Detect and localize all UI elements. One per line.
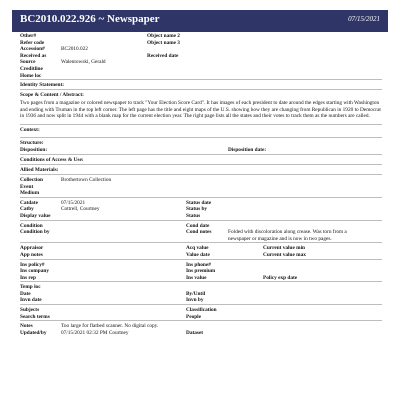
- accession-value: BC2010.022: [61, 46, 88, 53]
- home-loc-label: Home loc: [20, 72, 42, 79]
- condition-by-label: Condition by: [20, 229, 50, 236]
- divider: [20, 320, 382, 321]
- conditions-access-label: Conditions of Access & Use:: [20, 156, 84, 163]
- catby-label: Catby: [20, 206, 34, 213]
- object-name-2-label: Object name 2: [147, 33, 180, 39]
- source-label: Source: [20, 59, 36, 66]
- collection-value: Brothertown Collection: [61, 176, 112, 183]
- search-terms-label: Search terms: [20, 313, 50, 320]
- by-until-label: By/Until: [186, 290, 206, 297]
- source-value: Walentowski, Gerald: [61, 59, 106, 66]
- invn-by-label: Invn by: [186, 297, 204, 304]
- updated-by-label: Updated/by: [20, 329, 47, 336]
- divider: [20, 89, 382, 90]
- catdate-value: 07/15/2021: [61, 199, 86, 206]
- temp-loc-label: Temp loc: [20, 284, 41, 291]
- value-date-label: Value date: [186, 251, 210, 258]
- divider: [20, 79, 382, 80]
- cond-notes-value-cont: newspaper or magazine and is now in two pages.: [228, 235, 332, 242]
- scope-content-text: Two pages from a magazine or colored newspaper to track "Your Election Score Card". It has images of each president to date around the edges starting with Washington and ending with Truman in the top left corner. The left page has the title and eight maps of the U.S. showing how they are changing from Republican in 1920 to Democrat in 1936 and now split in 1944 with a blank map for the current election year. The right page lists all the states and their votes to track them as the numbers are called.: [20, 100, 381, 119]
- current-value-max-label: Current value max: [263, 251, 306, 258]
- title-bar: [12, 10, 388, 32]
- ins-rep-label: Ins rep: [20, 274, 36, 281]
- people-label: People: [186, 313, 202, 320]
- catby-value: Cottrell, Courtney: [61, 206, 100, 213]
- structure-label: Structure:: [20, 140, 44, 147]
- ins-phone-label: Ins phone#: [186, 261, 211, 268]
- record-title: BC2010.022.926 ~ Newspaper: [20, 13, 160, 25]
- divider: [20, 164, 382, 165]
- accession-label: Accession#: [20, 46, 45, 53]
- other-label: Other#: [20, 33, 37, 39]
- invn-date-label: Invn date: [20, 297, 42, 304]
- appraisor-label: Appraisor: [20, 245, 44, 252]
- policy-exp-date-label: Policy exp date: [263, 274, 298, 281]
- divider: [20, 174, 382, 175]
- scope-content-label: Scope & Content / Abstract:: [20, 92, 84, 99]
- cond-notes-value: Folded with discoloration along crease. Was torn from a: [228, 229, 347, 236]
- notes-value: Too large for flatbed scanner. No digital copy.: [61, 323, 159, 330]
- updated-by-value: 07/15/2021 02:32 PM Courtney: [61, 329, 129, 336]
- classification-label: Classification: [186, 307, 217, 314]
- divider: [20, 304, 382, 305]
- divider: [20, 259, 382, 260]
- medium-label: Medium: [20, 190, 40, 197]
- status-label: Status: [186, 212, 201, 219]
- subjects-label: Subjects: [20, 307, 40, 314]
- cond-notes-label: Cond notes: [186, 229, 212, 236]
- divider: [20, 197, 382, 198]
- status-date-label: Status date: [186, 199, 212, 206]
- app-notes-label: App notes: [20, 251, 43, 258]
- object-name-3-label: Object name 3: [147, 39, 180, 46]
- catdate-label: Catdate: [20, 199, 38, 206]
- status-by-label: Status by: [186, 206, 208, 213]
- event-label: Event: [20, 183, 34, 190]
- ins-premium-label: Ins premium: [186, 268, 216, 275]
- collection-label: Collection: [20, 176, 43, 183]
- ins-policy-label: Ins policy#: [20, 261, 45, 268]
- record-body: [20, 33, 382, 336]
- condition-label: Condition: [20, 222, 43, 229]
- received-as-label: Received as: [20, 52, 47, 59]
- notes-label: Notes: [20, 323, 33, 330]
- identity-statement-label: Identity Statement:: [20, 82, 64, 89]
- date-label: Date: [20, 290, 31, 297]
- divider: [20, 220, 382, 221]
- ins-company-label: Ins company: [20, 268, 49, 275]
- allied-materials-label: Allied Materials:: [20, 166, 59, 173]
- divider: [20, 154, 382, 155]
- creditline-label: Creditline: [20, 65, 43, 72]
- received-date-label: Received date: [147, 52, 179, 59]
- disposition-label: Disposition:: [20, 147, 48, 154]
- display-value-label: Display value: [20, 212, 51, 219]
- divider: [20, 137, 382, 138]
- record-date: 07/15/2021: [348, 15, 380, 23]
- divider: [20, 124, 382, 125]
- disposition-date-label: Disposition date:: [228, 147, 267, 154]
- acq-value-label: Acq value: [186, 245, 209, 252]
- divider: [20, 242, 382, 243]
- ins-value-label: Ins value: [186, 274, 207, 281]
- cond-date-label: Cond date: [186, 222, 210, 229]
- dataset-label: Dataset: [186, 329, 204, 336]
- refer-code-label: Refer code: [20, 39, 45, 46]
- current-value-min-label: Current value min: [263, 245, 305, 252]
- context-label: Context:: [20, 127, 40, 134]
- divider: [20, 281, 382, 282]
